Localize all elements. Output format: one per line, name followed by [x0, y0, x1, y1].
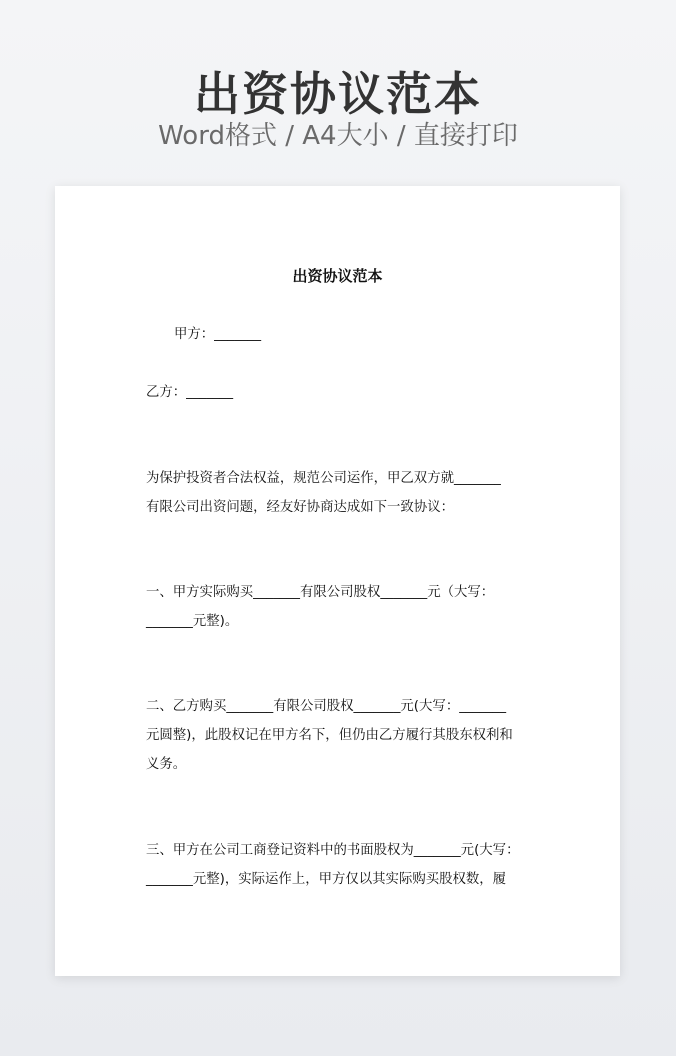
intro-line-2: 有限公司出资问题，经友好协商达成如下一致协议：	[146, 500, 454, 515]
clause-3-line-2: _______元整)，实际运作上，甲方仅以其实际购买股权数，履	[146, 872, 507, 887]
clause-1-line-1: 一、甲方实际购买_______有限公司股权_______元（大写：	[146, 585, 495, 600]
banner-subtitle: Word格式 / A4大小 / 直接打印	[158, 121, 518, 151]
intro-line-1: 为保护投资者合法权益，规范公司运作，甲乙双方就_______	[146, 471, 501, 486]
clause-3-line-1: 三、甲方在公司工商登记资料中的书面股权为_______元(大写：	[146, 843, 520, 858]
clause-2-line-1: 二、乙方购买_______有限公司股权_______元(大写：_______	[146, 699, 507, 714]
document-title: 出资协议范本	[292, 267, 383, 285]
party-a-line: 甲方：_______	[174, 327, 262, 342]
clause-2-line-2: 元圆整)，此股权记在甲方名下，但仍由乙方履行其股东权利和	[146, 728, 513, 743]
banner-title: 出资协议范本	[194, 67, 482, 121]
document-page	[55, 186, 620, 976]
party-b-line: 乙方：_______	[146, 385, 234, 400]
clause-2-line-3: 义务。	[146, 757, 187, 772]
clause-1-line-2: _______元整)。	[146, 614, 239, 629]
